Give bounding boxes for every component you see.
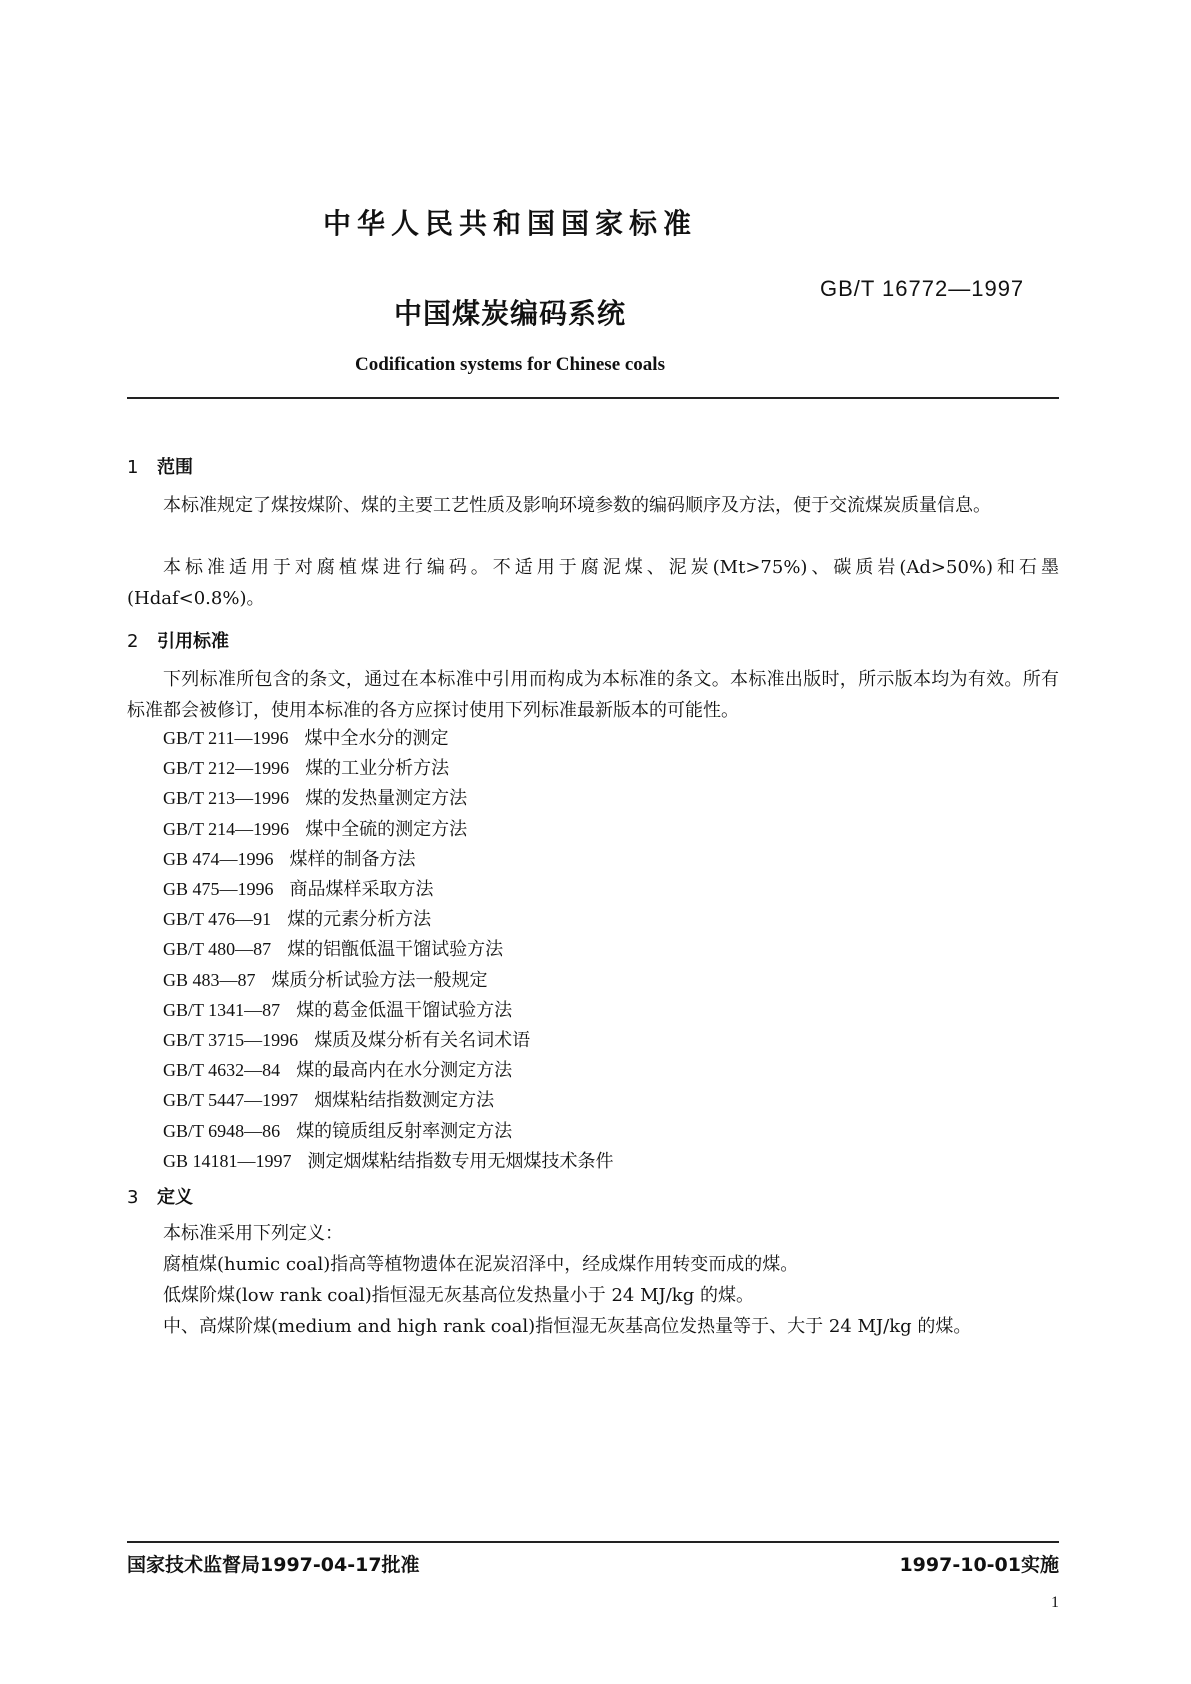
reference-code: GB/T 476—91 [163,909,272,930]
reference-code: GB 475—1996 [163,879,274,899]
title-chinese: 中国煤炭编码系统 [393,297,626,330]
title-english: Codification systems for Chinese coals [355,354,665,375]
section-1-heading [127,453,193,479]
reference-title: 煤的葛金低温干馏试验方法 [296,999,513,1021]
reference-title: 煤样的制备方法 [289,848,416,870]
section-2-heading [127,627,229,653]
definition-line: 腐植煤(humic coal)指高等植物遗体在泥炭沼泽中，经成煤作用转变而成的煤。 [163,1254,799,1275]
reference-title: 煤的镜质组反射率测定方法 [296,1120,513,1142]
reference-title: 煤中全硫的测定方法 [305,818,468,840]
footer-rule [127,1541,1059,1543]
reference-item [163,753,449,784]
reference-item [163,783,467,814]
paragraph: 下列标准所包含的条文，通过在本标准中引用而构成为本标准的条文。本标准出版时，所示版本均为有效。所有标准都会被修订，使用本标准的各方应探讨使用下列标准最新版本的可能性。 [127,669,1059,721]
reference-item [163,995,512,1026]
paragraph: 本标准适用于对腐植煤进行编码。不适用于腐泥煤、泥炭(Mt>75%)、碳质岩(Ad>50%)和石墨(Hdaf<0.8%)。 [127,557,1059,609]
reference-title: 测定烟煤粘结指数专用无烟煤技术条件 [307,1150,614,1172]
reference-code: GB 474—1996 [163,848,274,869]
page-number: 1 [1051,1594,1059,1611]
reference-title: 煤的工业分析方法 [305,758,450,780]
approval-date: 国家技术监督局1997-04-17批准 [127,1554,420,1576]
reference-item [163,934,503,965]
reference-title: 煤的发热量测定方法 [305,788,468,810]
reference-code: GB/T 213—1996 [163,788,290,809]
reference-title: 煤中全水分的测定 [304,728,449,749]
reference-title: 烟煤粘结指数测定方法 [314,1090,495,1112]
reference-code: GB 14181—1997 [163,1150,292,1171]
national-standard-label: 中华人民共和国国家标准 [322,207,697,240]
section-title: 引用标准 [157,631,229,652]
reference-code: GB/T 211—1996 [163,728,289,748]
reference-item [163,1085,494,1116]
reference-item [163,1146,614,1177]
header-rule [127,397,1059,399]
reference-code: GB 483—87 [163,969,256,990]
reference-item [163,814,467,845]
reference-title: 商品煤样采取方法 [289,879,434,900]
reference-item [163,1025,530,1056]
section-number: 2 [127,631,139,652]
reference-code: GB/T 5447—1997 [163,1090,299,1111]
reference-code: GB/T 3715—1996 [163,1030,299,1050]
reference-code: GB/T 212—1996 [163,758,290,779]
reference-title: 煤质分析试验方法一般规定 [271,969,488,991]
reference-item [163,1116,512,1147]
section-title: 范围 [157,457,193,478]
reference-item [163,844,416,875]
reference-item [163,723,449,754]
reference-title: 煤的元素分析方法 [287,909,432,931]
section-title: 定义 [157,1187,193,1208]
paragraph: 本标准规定了煤按煤阶、煤的主要工艺性质及影响环境参数的编码顺序及方法，便于交流煤炭质量信息。 [163,495,991,516]
reference-code: GB/T 1341—87 [163,999,281,1020]
reference-code: GB/T 214—1996 [163,818,290,839]
reference-code: GB/T 480—87 [163,939,272,960]
reference-item [163,874,434,905]
definition-line: 中、高煤阶煤(medium and high rank coal)指恒湿无灰基高位发热量等于、大于 24 MJ/kg 的煤。 [163,1316,972,1337]
definition-line: 本标准采用下列定义： [163,1223,343,1244]
reference-title: 煤的最高内在水分测定方法 [296,1060,513,1082]
reference-item [163,965,488,996]
reference-item [163,904,431,935]
section-number: 1 [127,457,139,478]
section-number: 3 [127,1187,139,1208]
reference-title: 煤质及煤分析有关名词术语 [314,1030,531,1051]
reference-code: GB/T 6948—86 [163,1120,281,1141]
definition-line: 低煤阶煤(low rank coal)指恒湿无灰基高位发热量小于 24 MJ/kg 的煤。 [163,1285,754,1306]
standard-code: GB/T 16772—1997 [820,276,1025,301]
effective-date: 1997-10-01实施 [899,1554,1059,1576]
section-3-heading [127,1183,193,1209]
reference-item [163,1055,512,1086]
reference-title: 煤的铝甑低温干馏试验方法 [287,939,504,961]
reference-code: GB/T 4632—84 [163,1060,281,1081]
